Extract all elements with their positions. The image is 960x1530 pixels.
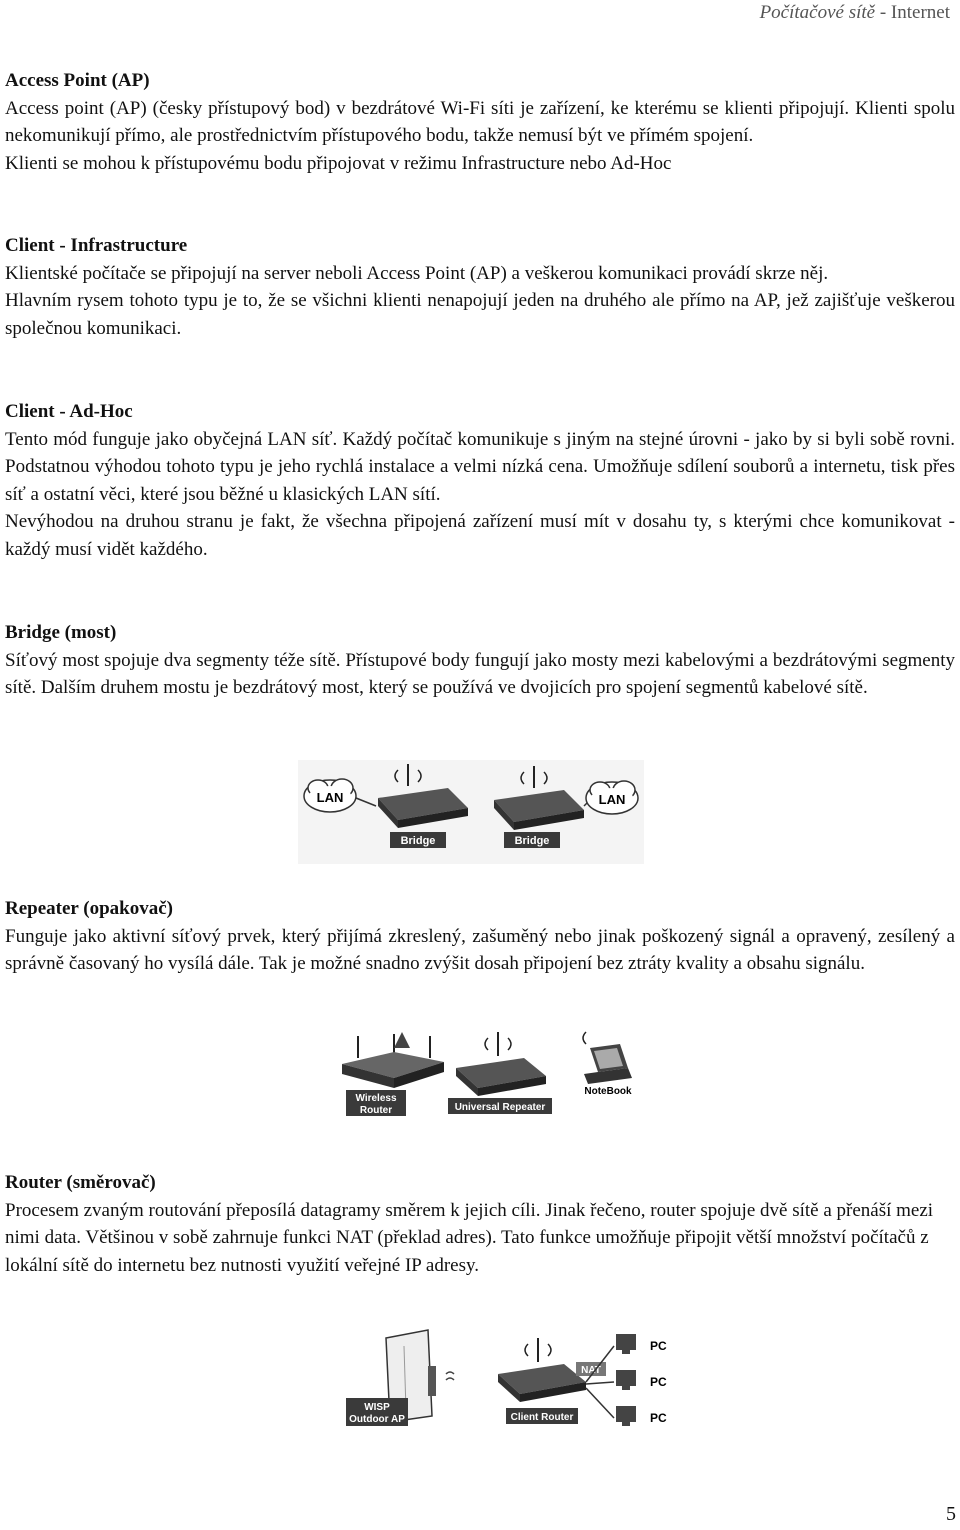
repeater-diagram (334, 1022, 634, 1118)
nat-label: NAT (581, 1365, 601, 1376)
paragraph: Síťový most spojuje dva segmenty téže sítě. Přístupové body fungují jako mosty mezi kabelovými a bezdrátovými segmenty sítě. Dalším druhem mostu je bezdrátový most, který se používá ve dvojicích pro spojení segmentů kabelové sítě. (5, 649, 955, 698)
router-diagram (342, 1326, 694, 1436)
section-heading: Client - Infrastructure (5, 235, 188, 256)
bridge-left-label: Bridge (400, 835, 436, 847)
bridge-diagram (298, 760, 644, 864)
bridge-right-label: Bridge (514, 835, 550, 847)
universal-repeater-icon (456, 1032, 546, 1096)
paragraph: Nevýhodou na druhou stranu je fakt, že všechna připojená zařízení musí mít v dosahu ty, s kterými chce komunikovat - každý musí vidět každého. (5, 511, 955, 560)
lan-cloud-left-icon (304, 779, 356, 812)
header-topic: Internet (890, 2, 950, 23)
wisp-label-1: WISP (364, 1402, 390, 1413)
section-heading: Bridge (most) (5, 622, 117, 643)
section-heading: Repeater (opakovač) (5, 898, 173, 919)
header-separator: - (875, 2, 891, 23)
paragraph: Funguje jako aktivní síťový prvek, který přijímá zkreslený, zašuměný nebo jinak poškozený signál a opravený, zesílený a správně časovaný ho vysílá dále. Tak je možné snadno zvýšit dosah připojení bez ztráty kvality a obsahu signálu. (5, 925, 955, 974)
section-ad-hoc (5, 398, 955, 563)
section-heading: Router (směrovač) (5, 1172, 156, 1193)
running-header (760, 2, 950, 24)
client-router-label: Client Router (510, 1412, 574, 1423)
paragraph: Hlavním rysem tohoto typu je to, že se všichni klienti nenapojují jeden na druhého ale přímo na AP, jež zajišťuje veškerou společnou komunikaci. (5, 290, 955, 339)
pc-icon (616, 1370, 636, 1390)
section-repeater (5, 895, 955, 978)
pc-icon (616, 1406, 636, 1426)
repeater-label: Universal Repeater (454, 1102, 546, 1113)
section-heading: Access Point (AP) (5, 70, 150, 91)
router-label-1: Wireless (355, 1093, 397, 1104)
section-router (5, 1169, 955, 1279)
section-heading: Client - Ad-Hoc (5, 401, 133, 422)
section-access-point (5, 67, 955, 177)
pc-label-3: PC (650, 1411, 667, 1425)
wisp-label-2: Outdoor AP (349, 1414, 405, 1425)
client-router-icon (498, 1338, 586, 1402)
pc-icon (616, 1334, 636, 1354)
signal-warning-icon (394, 1032, 410, 1048)
paragraph: Klientské počítače se připojují na server neboli Access Point (AP) a veškerou komunikaci provádí skrze něj. (5, 262, 829, 284)
page-number: 5 (946, 1503, 956, 1525)
pc-label-2: PC (650, 1375, 667, 1389)
pc-label-1: PC (650, 1339, 667, 1353)
lan-left-label: LAN (316, 790, 344, 805)
notebook-label: NoteBook (584, 1086, 632, 1097)
wireless-router-icon (342, 1034, 444, 1088)
paragraph: Tento mód funguje jako obyčejná LAN síť. Každý počítač komunikuje s jiným na stejné úrovni - jako by si byli sobě rovni. Podstatnou výhodou tohoto typu je jeho rychlá instalace a velmi nízká cena. Umožňuje sdílení souborů a internetu, tisk přes síť a ostatní věci, které jsou běžné u klasických LAN sítí. (5, 428, 955, 505)
paragraph: Klienti se mohou k přístupovému bodu připojovat v režimu Infrastructure nebo Ad-Hoc (5, 152, 672, 174)
header-subject: Počítačové sítě (759, 2, 876, 23)
signal-wave-icon (446, 1372, 454, 1380)
lan-right-label: LAN (598, 792, 626, 807)
section-bridge (5, 619, 955, 702)
section-infrastructure (5, 232, 955, 342)
paragraph: Access point (AP) (česky přístupový bod) v bezdrátové Wi-Fi síti je zařízení, ke kterému se klienti připojují. Klienti spolu nekomunikují přímo, ale prostřednictvím přístupového bodu, takže nemusí být ve přímém spojení. (5, 97, 955, 146)
notebook-icon (583, 1032, 632, 1084)
lan-cloud-right-icon (586, 781, 638, 814)
router-label-2: Router (359, 1105, 393, 1116)
paragraph: Procesem zvaným routování přeposílá datagramy směrem k jejich cíli. Jinak řečeno, router spojuje dvě sítě a přenáší mezi nimi data. Většinou v sobě zahrnuje funkci NAT (překlad adres). Tato funkce umožňuje připojit větší množství počítačů z lokální sítě do internetu bez nutnosti využití veřejné IP adresy. (5, 1199, 934, 1276)
